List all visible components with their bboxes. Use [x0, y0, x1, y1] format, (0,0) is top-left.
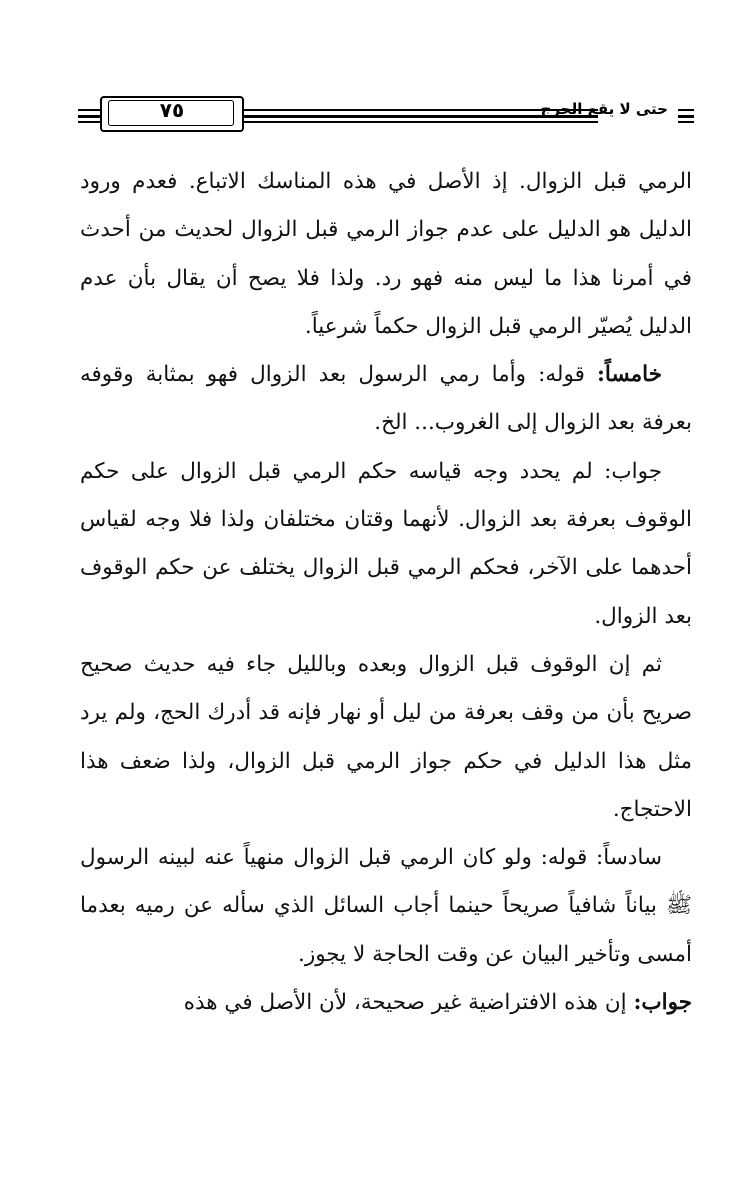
paragraph-text: إن هذه الافتراضية غير صحيحة، لأن الأصل في هذه: [183, 990, 634, 1016]
paragraph-text: قوله: وأما رمي الرسول بعد الزوال فهو بمثابة وقوفه بعرفة بعد الزوال إلى الغروب... الخ.: [80, 362, 692, 436]
paragraph-lead: جواب:: [633, 990, 692, 1016]
paragraph-lead: خامساً:: [596, 362, 662, 388]
paragraph: [80, 351, 692, 448]
header-rule-right: [678, 109, 694, 123]
paragraph-text: ثم إن الوقوف قبل الزوال وبعده وبالليل جاء فيه حديث صحيح صريح بأن من وقف بعرفة من ليل أو نهار فإنه قد أدرك الحج، ولم يرد مثل هذا الدليل في حكم جواز الرمي قبل الزوال، ولذا ضعف هذا الاحتجاج.: [80, 651, 692, 822]
paragraph: [80, 641, 692, 834]
page-header: [78, 96, 694, 140]
page-number: ٧٥: [159, 98, 185, 122]
paragraph-text: الرمي قبل الزوال. إذ الأصل في هذه المناسك الاتباع. فعدم ورود الدليل هو الدليل على عدم جواز الرمي قبل الزوال لحديث من أحدث في أمرنا هذا ما ليس منه فهو رد. ولذا فلا يصح أن يقال بأن عدم الدليل يُصيّر الرمي قبل الزوال حكماً شرعياً.: [80, 169, 692, 339]
paragraph: [80, 834, 692, 979]
body-text: [80, 158, 692, 1027]
paragraph-text: جواب: لم يحدد وجه قياسه حكم الرمي قبل الزوال على حكم الوقوف بعرفة بعد الزوال. لأنهما وقتان مختلفان ولذا فلا وجه لقياس أحدهما على الآخر، فحكم الرمي قبل الزوال يختلف عن حكم الوقوف بعد الزوال.: [80, 458, 692, 629]
running-title: حتى لا يقع الحرج: [540, 100, 668, 118]
page-number-frame: [100, 96, 244, 132]
paragraph-text: سادساً: قوله: ولو كان الرمي قبل الزوال منهياً عنه لبينه الرسول ﷺ بياناً شافياً صريحاً حينما أجاب السائل الذي سأله عن رميه بعدما أمسى وتأخير البيان عن وقت الحاجة لا يجوز.: [80, 845, 692, 967]
header-rule-left: [78, 109, 100, 123]
paragraph: [80, 979, 692, 1027]
paragraph: [80, 448, 692, 641]
paragraph: [80, 158, 692, 351]
